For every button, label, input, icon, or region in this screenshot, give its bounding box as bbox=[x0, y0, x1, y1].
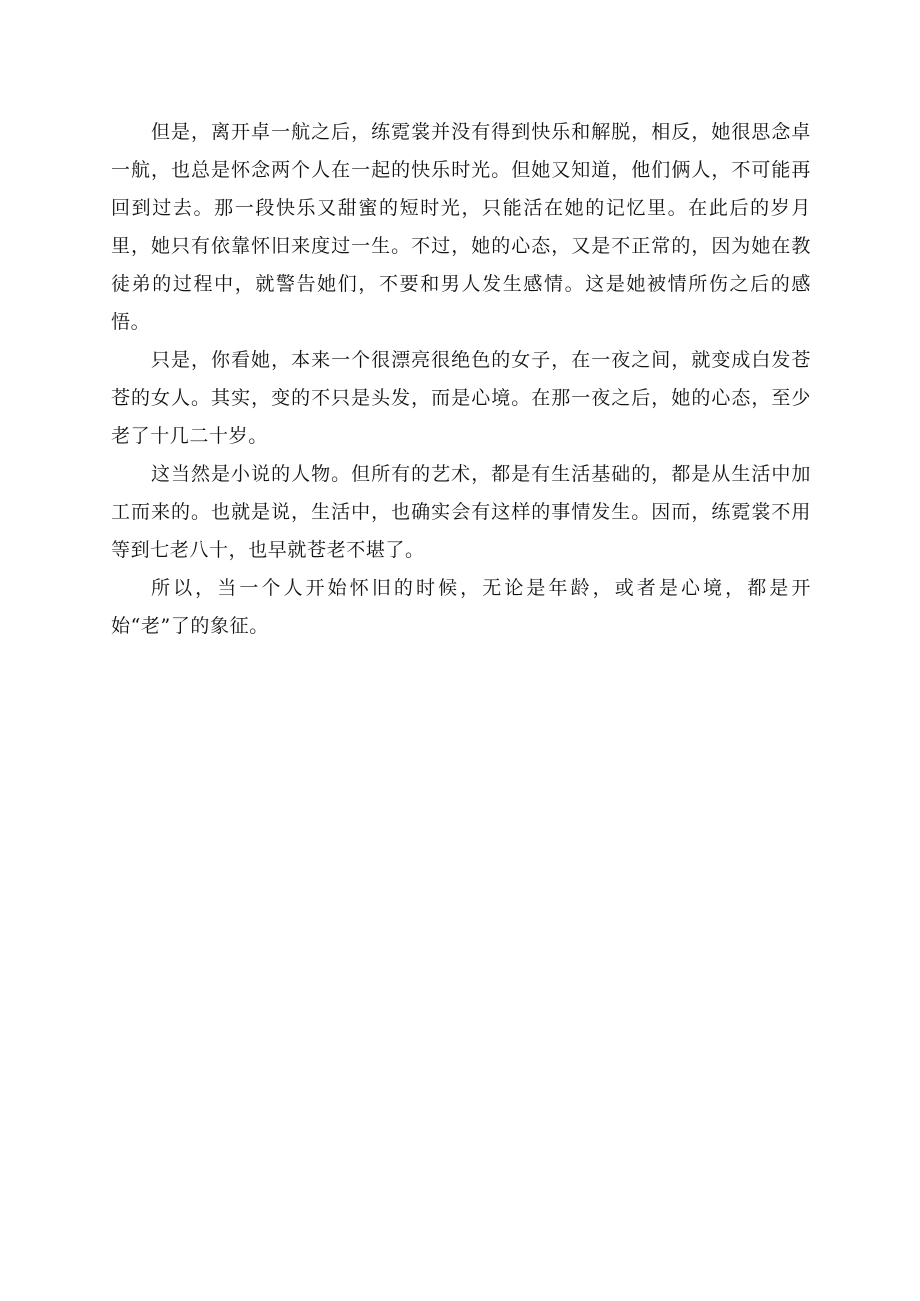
paragraph-3: 这当然是小说的人物。但所有的艺术，都是有生活基础的，都是从生活中加工而来的。也就是说，生活中，也确实会有这样的事情发生。因而，练霓裳不用等到七老八十，也早就苍老不堪了。 bbox=[111, 463, 811, 561]
paragraph-1: 但是，离开卓一航之后，练霓裳并没有得到快乐和解脱，相反，她很思念卓一航，也总是怀念两个人在一起的快乐时光。但她又知道，他们俩人，不可能再回到过去。那一段快乐又甜蜜的短时光，只能活在她的记忆里。在此后的岁月里，她只有依靠怀旧来度过一生。不过，她的心态，又是不正常的，因为她在教徒弟的过程中，就警告她们，不要和男人发生感情。这是她被情所伤之后的感悟。 bbox=[111, 121, 811, 333]
document-body bbox=[111, 113, 811, 645]
paragraph-2: 只是，你看她，本来一个很漂亮很绝色的女子，在一夜之间，就变成白发苍苍的女人。其实，变的不只是头发，而是心境。在那一夜之后，她的心态，至少老了十几二十岁。 bbox=[111, 349, 811, 447]
paragraph-4: 所以，当一个人开始怀旧的时候，无论是年龄，或者是心境，都是开始“老”了的象征。 bbox=[111, 577, 811, 637]
